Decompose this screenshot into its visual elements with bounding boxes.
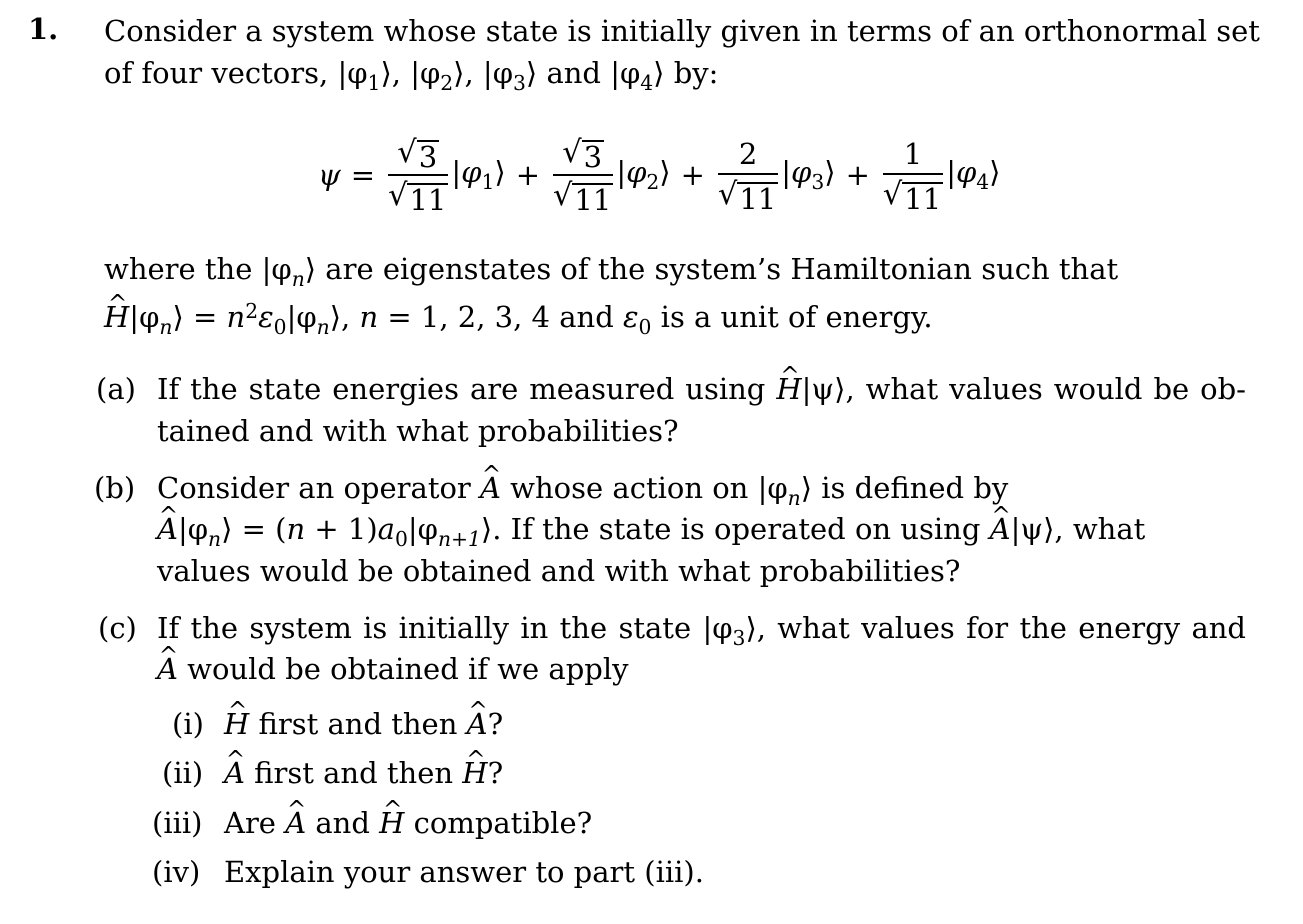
numerator: 3 [418,140,438,174]
hamiltonian-symbol: H ^ [379,804,404,842]
part-b-sub: 0 [394,527,408,552]
sub-i-text [224,705,503,743]
operator-a-symbol: A ^ [157,510,178,548]
where-seg: n [226,300,246,335]
radical: √ [882,176,903,212]
operator-a-symbol: A ^ [285,804,306,842]
plus-sign: + [680,158,705,192]
where-line-2 [104,292,933,346]
ket-index: 4 [976,170,990,195]
plus-sign: + [515,158,540,192]
where-seg: is a unit of energy. [651,300,933,335]
where-sub: n [316,315,330,340]
intro-sub: 1 [367,71,381,96]
part-b-seg: ⟩ = ( [221,512,287,546]
where-sup: 2 [245,299,259,323]
intro-seg: ⟩ by: [653,56,719,90]
epsilon-symbol: ε [258,300,274,335]
sub-iv-label: (iv) [152,855,201,889]
ket-index: 3 [811,170,825,195]
hamiltonian-symbol: H ^ [104,298,129,336]
ket-open: |φ [781,155,812,190]
where-seg: |φ [286,300,317,335]
intro-sub: 4 [640,71,654,96]
part-b-line-3: values would be obtained and with what probabilities? [157,554,961,588]
ket-close: ⟩ [494,155,506,190]
intro-seg: ⟩ and |φ [525,56,641,90]
ket-open: |φ [946,155,977,190]
epsilon-symbol: ε [622,300,639,335]
part-c-sub: 3 [732,626,746,651]
part-b-seg: |ψ⟩, what [1010,512,1146,546]
ket-close: ⟩ [659,155,671,190]
where-sub: 0 [638,315,652,340]
sub-seg: ? [487,756,504,790]
intro-sub: 3 [513,71,526,96]
denominator: 11 [904,181,942,216]
sub-iii-label: (iii) [152,806,203,840]
plus-sign: + [845,158,870,192]
sub-iv-text: Explain your answer to part (iii). [224,855,704,889]
equals-sign: = [350,158,376,192]
sub-seg: first and then [249,707,467,741]
part-c-seg: If the system is initially in the state |φ [157,611,733,645]
ket-phi-2 [616,155,670,194]
intro-text-1: Consider a system whose state is initially given in terms of an orthonormal set [104,14,1260,48]
radical: √ [397,135,417,170]
ket-close: ⟩ [989,155,1001,190]
operator-a-symbol: A ^ [467,705,488,743]
operator-a-symbol: A ^ [990,510,1011,548]
ket-phi-3 [781,155,835,194]
part-b-seg: ⟩ is defined by [800,471,1009,505]
state-equation [318,130,1001,220]
numerator: 2 [718,137,778,175]
part-b-sub: n [208,527,222,552]
coefficient-3 [718,137,778,214]
numerator: 3 [583,140,603,174]
part-b-seg: + 1) [305,512,378,546]
part-b-sub: n [787,486,801,511]
sub-seg: and [306,806,380,840]
part-b-seg: n [286,512,306,546]
part-c-seg: would be obtained if we apply [177,652,629,686]
ket-index: 2 [646,170,660,195]
radical: √ [553,178,573,213]
operator-a-symbol: A ^ [224,754,245,792]
ket-close: ⟩ [824,155,836,190]
part-c-seg: ⟩, what values for the energy and [745,611,1246,645]
radical: √ [717,176,738,212]
denominator: 11 [409,183,447,217]
where-sub: 0 [273,315,287,340]
hamiltonian-symbol: H ^ [224,705,249,743]
denominator: 11 [739,181,777,216]
where-seg: ⟩, [329,300,360,335]
intro-sub: 2 [440,71,454,96]
coefficient-1 [388,135,448,215]
where-seg: ⟩ = [172,300,227,335]
sub-ii-text [224,754,503,792]
part-b-label: (b) [94,471,136,505]
ket-open: |φ [616,155,647,190]
ket-phi-4 [946,155,1000,194]
operator-a-symbol: A ^ [480,469,501,507]
sub-i-label: (i) [172,707,204,741]
part-a-seg: If the state energies are measured using [157,372,777,406]
part-c-line-2 [157,650,629,688]
ket-phi-1 [451,155,505,194]
intro-seg: of four vectors, |φ [104,56,368,90]
where-seg: where the |φ [104,252,292,286]
intro-line-1 [104,12,1260,50]
part-b-seg: Consider an operator [157,471,481,505]
hamiltonian-symbol: H ^ [776,370,801,408]
psi-symbol: ψ [318,158,341,192]
part-b-seg: a [377,512,395,546]
coefficient-4 [883,137,943,214]
where-seg: n [359,300,379,335]
denominator: 11 [574,183,612,217]
where-seg: |φ [129,300,160,335]
sub-seg: ? [487,707,504,741]
hamiltonian-symbol: H ^ [462,754,487,792]
numerator: 1 [883,137,943,175]
where-seg: = 1, 2, 3, 4 and [378,300,623,335]
part-b-sub: n+1 [437,527,481,552]
part-a-line-2: tained and with what probabilities? [157,414,679,448]
intro-seg: ⟩, |φ [380,56,441,90]
part-b-seg: |φ [177,512,209,546]
part-b-line-2 [157,510,1145,558]
coefficient-2 [553,135,613,215]
sub-seg: Are [224,806,286,840]
radical: √ [562,135,582,170]
part-b-seg: whose action on |φ [500,471,788,505]
ket-index: 1 [481,170,495,195]
part-b-seg: |φ [407,512,438,546]
intro-seg: ⟩, |φ [453,56,513,90]
sub-ii-label: (ii) [162,756,204,790]
where-sub: n [291,267,305,292]
radical: √ [388,178,408,213]
part-a-line-1 [157,370,1246,408]
sub-seg: first and then [244,756,463,790]
sub-seg: compatible? [404,806,593,840]
where-line-1 [104,250,1118,298]
part-c-label: (c) [98,611,137,645]
sub-iii-text [224,804,592,842]
ket-open: |φ [451,155,482,190]
part-b-seg: ⟩. If the state is operated on using [480,512,990,546]
operator-a-symbol: A ^ [157,650,178,688]
where-sub: n [159,315,173,340]
question-number: 1. [28,12,59,46]
intro-line-2 [104,54,718,102]
part-a-label: (a) [96,372,136,406]
part-a-seg: |ψ⟩, what values would be ob- [801,372,1246,406]
where-seg: ⟩ are eigenstates of the system’s Hamiltonian such that [304,252,1119,286]
